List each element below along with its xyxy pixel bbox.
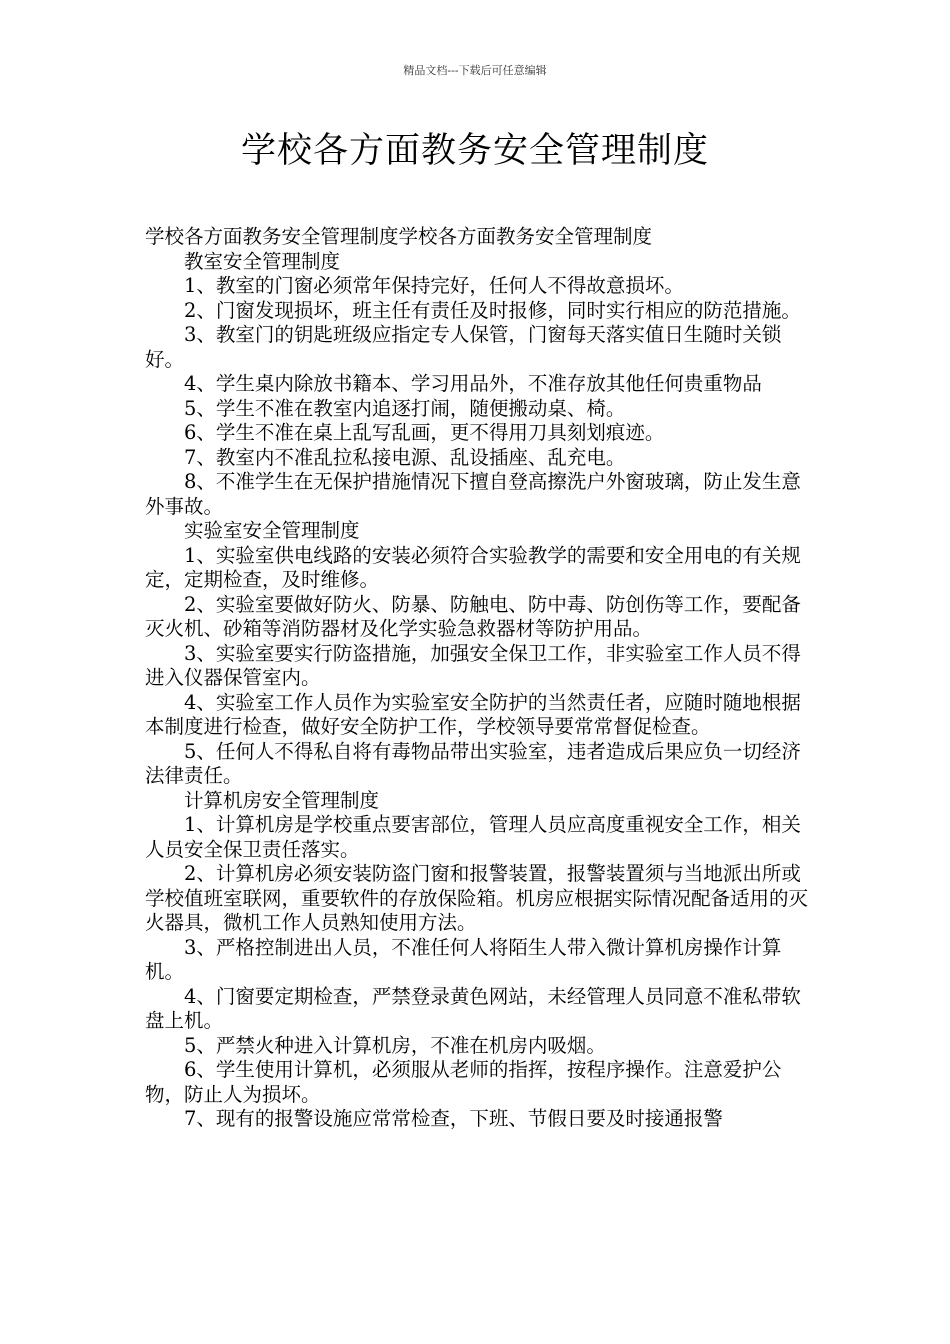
paragraph: 2、计算机房必须安装防盗门窗和报警装置，报警装置须与当地派出所或学校值班室联网，重要软件的存放保险箱。机房应根据实际情况配备适用的灭火器具，微机工作人员熟知使用方法。 <box>145 862 809 934</box>
paragraph: 5、严禁火种进入计算机房，不准在机房内吸烟。 <box>184 1033 606 1057</box>
header-note: 精品文档---下载后可任意编辑 <box>403 64 547 77</box>
paragraph: 2、门窗发现损坏，班主任有责任及时报修，同时实行相应的防范措施。 <box>184 298 801 322</box>
paragraph: 5、学生不准在教室内追逐打闹，随便搬动桌、椅。 <box>184 396 626 420</box>
paragraph: 1、计算机房是学校重点要害部位，管理人员应高度重视安全工作，相关人员安全保卫责任落实。 <box>145 813 801 861</box>
paragraph: 8、不准学生在无保护措施情况下擅自登高擦洗户外窗玻璃，防止发生意外事故。 <box>145 470 801 518</box>
section-heading-lab: 实验室安全管理制度 <box>184 519 360 542</box>
paragraph: 1、教室的门窗必须常年保持完好，任何人不得故意损坏。 <box>184 274 684 297</box>
document-title: 学校各方面教务安全管理制度 <box>240 131 709 171</box>
section-heading-computer-room: 计算机房安全管理制度 <box>184 788 380 812</box>
paragraph: 4、门窗要定期检查，严禁登录黄色网站，未经管理人员同意不准私带软盘上机。 <box>145 984 801 1032</box>
paragraph: 4、实验室工作人员作为实验室安全防护的当然责任者，应随时随地根据本制度进行检查，做好安全防护工作，学校领导要常常督促检查。 <box>145 690 801 738</box>
paragraph: 3、教室门的钥匙班级应指定专人保管，门窗每天落实值日生随时关锁好。 <box>145 323 782 371</box>
paragraph: 7、教室内不准乱拉私接电源、乱设插座、乱充电。 <box>184 445 626 469</box>
paragraph: 5、任何人不得私自将有毒物品带出实验室，违者造成后果应负一切经济法律责任。 <box>145 739 801 787</box>
paragraph: 3、严格控制进出人员，不准任何人将陌生人带入微计算机房操作计算机。 <box>145 935 782 983</box>
paragraph: 6、学生使用计算机，必须服从老师的指挥，按程序操作。注意爱护公物，防止人为损坏。 <box>145 1058 782 1106</box>
paragraph: 2、实验室要做好防火、防暴、防触电、防中毒、防创伤等工作，要配备灭火机、砂箱等消防器材及化学实验急救器材等防护用品。 <box>145 592 801 640</box>
paragraph: 3、实验室要实行防盗措施，加强安全保卫工作，非实验室工作人员不得进入仪器保管室内。 <box>145 641 801 689</box>
paragraph: 1、实验室供电线路的安装必须符合实验教学的需要和安全用电的有关规定，定期检查，及时维修。 <box>145 543 801 591</box>
paragraph: 7、现有的报警设施应常常检查，下班、节假日要及时接通报警 <box>184 1107 723 1130</box>
paragraph: 6、学生不准在桌上乱写乱画，更不得用刀具刻划痕迹。 <box>184 421 665 444</box>
document-body <box>145 225 810 1132</box>
section-heading-classroom: 教室安全管理制度 <box>184 249 341 273</box>
paragraph: 4、学生桌内除放书籍本、学习用品外，不准存放其他任何贵重物品 <box>184 372 762 395</box>
intro-paragraph: 学校各方面教务安全管理制度学校各方面教务安全管理制度 <box>145 225 653 248</box>
